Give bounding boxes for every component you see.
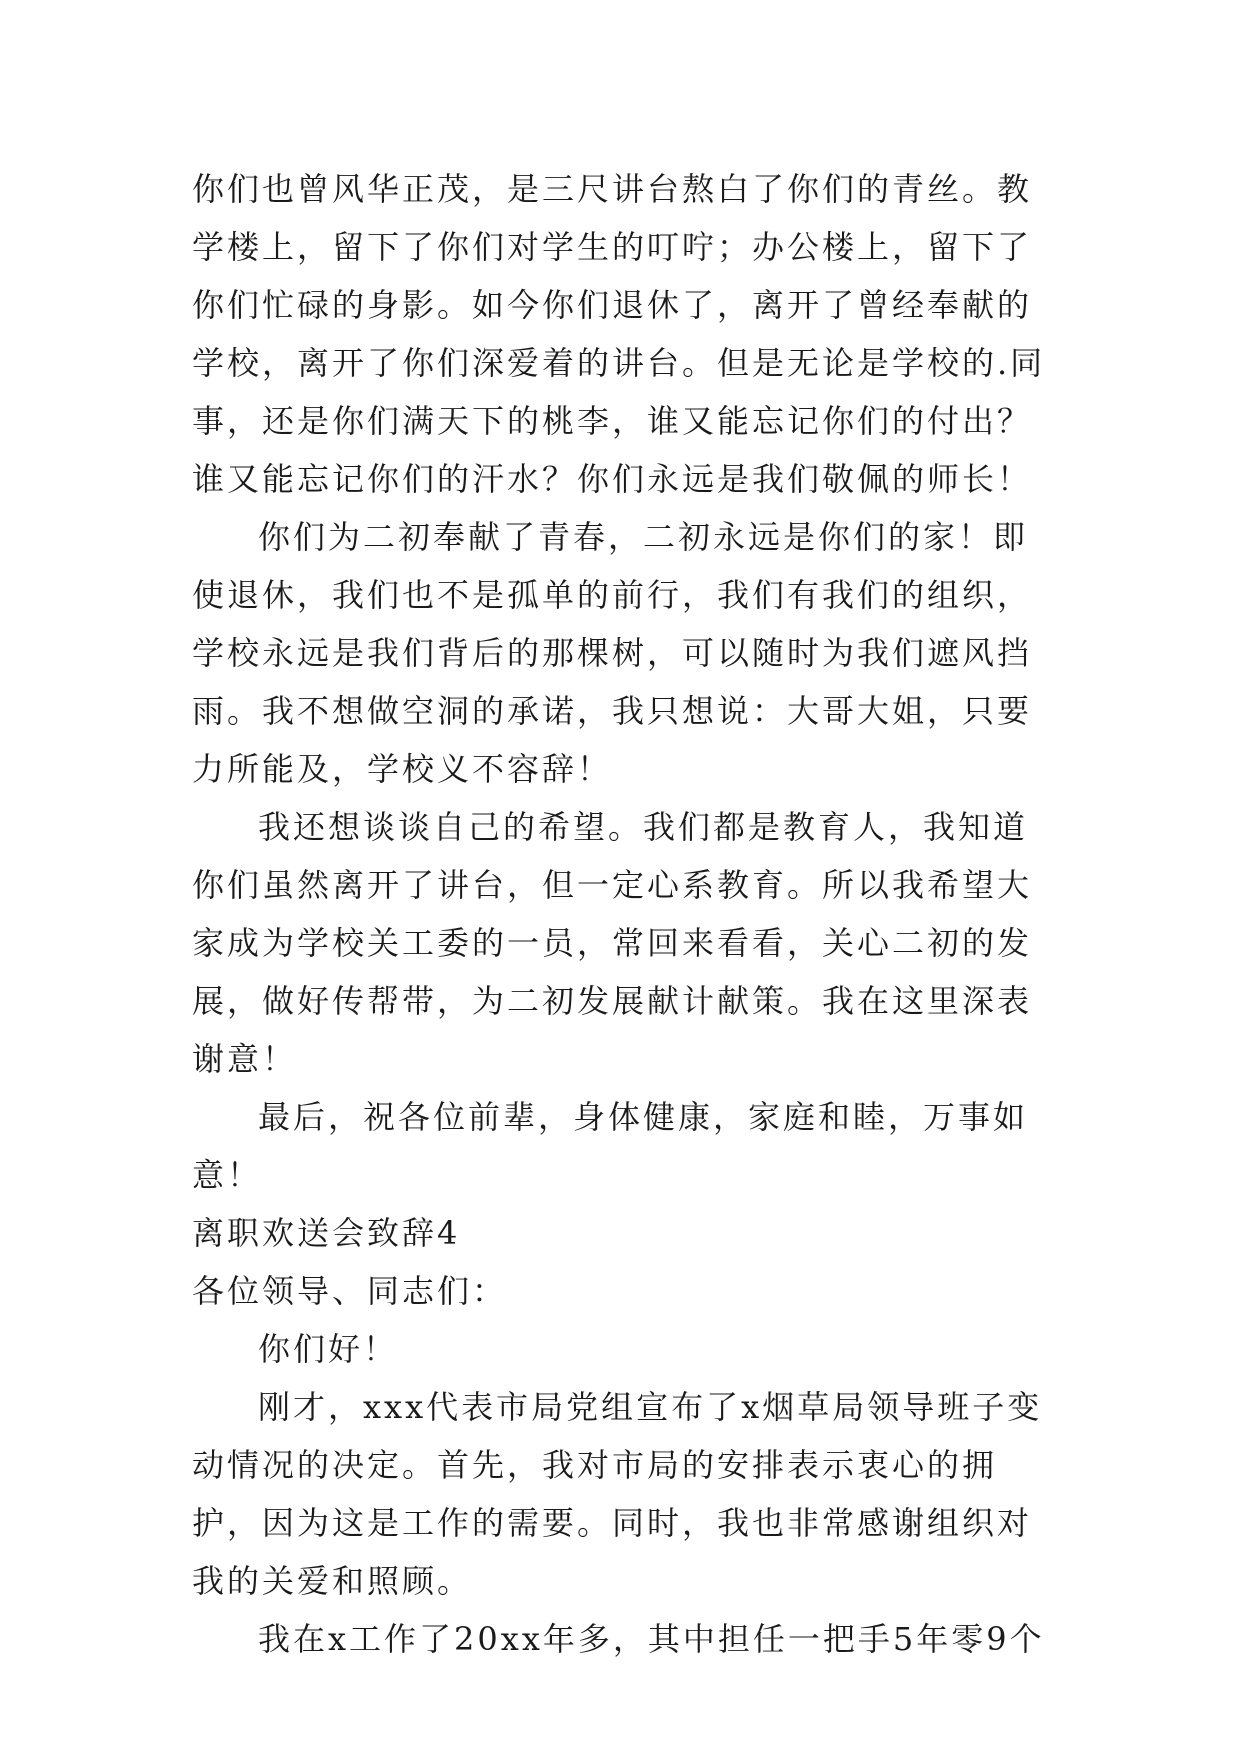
paragraph-4: 最后，祝各位前辈，身体健康，家庭和睦，万事如意！	[192, 1098, 1029, 1194]
paragraph-3: 我还想谈谈自己的希望。我们都是教育人，我知道你们虽然离开了讲台，但一定心系教育。所以我希望大家成为学校关工委的一员，常回来看看，关心二初的发展，做好传帮带，为二初发展献计献策。我在这里深表谢意！	[192, 808, 1033, 1078]
paragraph-1: 你们也曾风华正茂，是三尺讲台熬白了你们的青丝。教学楼上，留下了你们对学生的叮咛；办公楼上，留下了你们忙碌的身影。如今你们退休了，离开了曾经奉献的学校，离开了你们深爱着的讲台。但是无论是学校的.同事，还是你们满天下的桃李，谁又能忘记你们的付出？谁又能忘记你们的汗水？你们永远是我们敬佩的师长！	[192, 170, 1046, 498]
paragraph-5: 刚才，xxx代表市局党组宣布了x烟草局领导班子变动情况的决定。首先，我对市局的安排表示衷心的拥护，因为这是工作的需要。同时，我也非常感谢组织对我的关爱和照顾。	[192, 1388, 1043, 1600]
greeting: 你们好！	[258, 1330, 399, 1368]
paragraph-2: 你们为二初奉献了青春，二初永远是你们的家！即使退休，我们也不是孤单的前行，我们有我们的组织，学校永远是我们背后的那棵树，可以随时为我们遮风挡雨。我不想做空洞的承诺，我只想说：大哥大姐，只要力所能及，学校义不容辞！	[192, 518, 1033, 788]
document-body	[192, 160, 1062, 1668]
paragraph-6: 我在x工作了20xx年多，其中担任一把手5年零9个	[258, 1620, 1045, 1658]
salutation: 各位领导、同志们：	[192, 1272, 508, 1310]
section-title: 离职欢送会致辞4	[192, 1214, 461, 1252]
